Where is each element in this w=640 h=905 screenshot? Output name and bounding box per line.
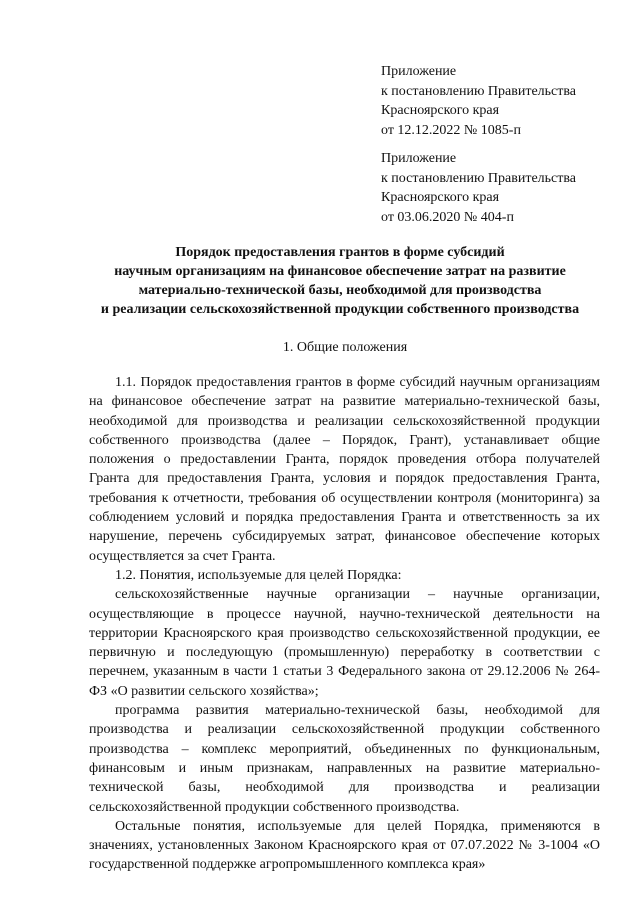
appendix-date-number: от 12.12.2022 № 1085-п bbox=[381, 122, 521, 138]
appendix-reference: к постановлению Правительства bbox=[381, 170, 577, 186]
paragraph-1-1: 1.1. Порядок предоставления грантов в форме субсидий научным организациям на финансовое обеспечение затрат на развитие материально-технической базы, необходимой для производства и реализации сельскохозяйственной продукции собственного производства (далее – Порядок, Грант), устанавливает общие положения о предоставлении Гранта, порядок проведения отбора получателей Гранта для предоставления Гранта, условия и порядок предоставления Гранта, требования к отчетности, требования об осуществлении контроля (мониторинга) за соблюдением условий и порядка предоставления Гранта и ответственность за их нарушение, перечень субсидируемых затрат, финансовое обеспечение которых осуществляется за счет Гранта. bbox=[89, 375, 600, 564]
appendix-label: Приложение bbox=[381, 64, 457, 79]
title-line: научным организациям на финансовое обеспечение затрат на развитие bbox=[114, 264, 566, 279]
document-title bbox=[60, 243, 620, 319]
paragraph-1-2: 1.2. Понятия, используемые для целей Порядка: bbox=[115, 567, 402, 583]
appendix-region: Красноярского края bbox=[381, 103, 500, 118]
appendix-reference: к постановлению Правительства bbox=[381, 83, 577, 99]
appendix-label: Приложение bbox=[381, 151, 457, 166]
section-heading: 1. Общие положения bbox=[282, 340, 408, 355]
title-line: Порядок предоставления грантов в форме субсидий bbox=[175, 245, 505, 260]
appendix-block-current bbox=[381, 62, 631, 140]
title-line: и реализации сельскохозяйственной продукции собственного производства bbox=[100, 302, 580, 317]
definition-development-program: программа развития материально-технической базы, необходимой для производства и реализации сельскохозяйственной продукции собственного производства – комплекс мероприятий, объединенных по функциональным, финансовым и иным признакам, направленных на развитие материально-технической базы, необходимой для производства и реализации сельскохозяйственной продукции собственного производства. bbox=[89, 703, 600, 815]
appendix-date-number: от 03.06.2020 № 404-п bbox=[381, 209, 514, 225]
appendix-block-original bbox=[381, 149, 631, 227]
paragraph-other-terms: Остальные понятия, используемые для целей Порядка, применяются в значениях, установленных Законом Красноярского края от 07.07.2022 № 3-1004 «О государственной поддержке агропромышленного комплекса края» bbox=[89, 818, 600, 873]
definition-scientific-organizations: сельскохозяйственные научные организации – научные организации, осуществляющие в процессе научной, научно-технической деятельности на территории Красноярского края производство сельскохозяйственной продукции, ее первичную и последующую (промышленную) переработку в соответствии с перечнем, указанным в части 1 статьи 3 Федерального закона от 29.12.2006 № 264- ФЗ «О развитии сельского хозяйства»; bbox=[89, 587, 600, 699]
appendix-region: Красноярского края bbox=[381, 190, 500, 205]
document-body bbox=[89, 373, 600, 875]
title-line: материально-технической базы, необходимой для производства bbox=[138, 283, 542, 298]
